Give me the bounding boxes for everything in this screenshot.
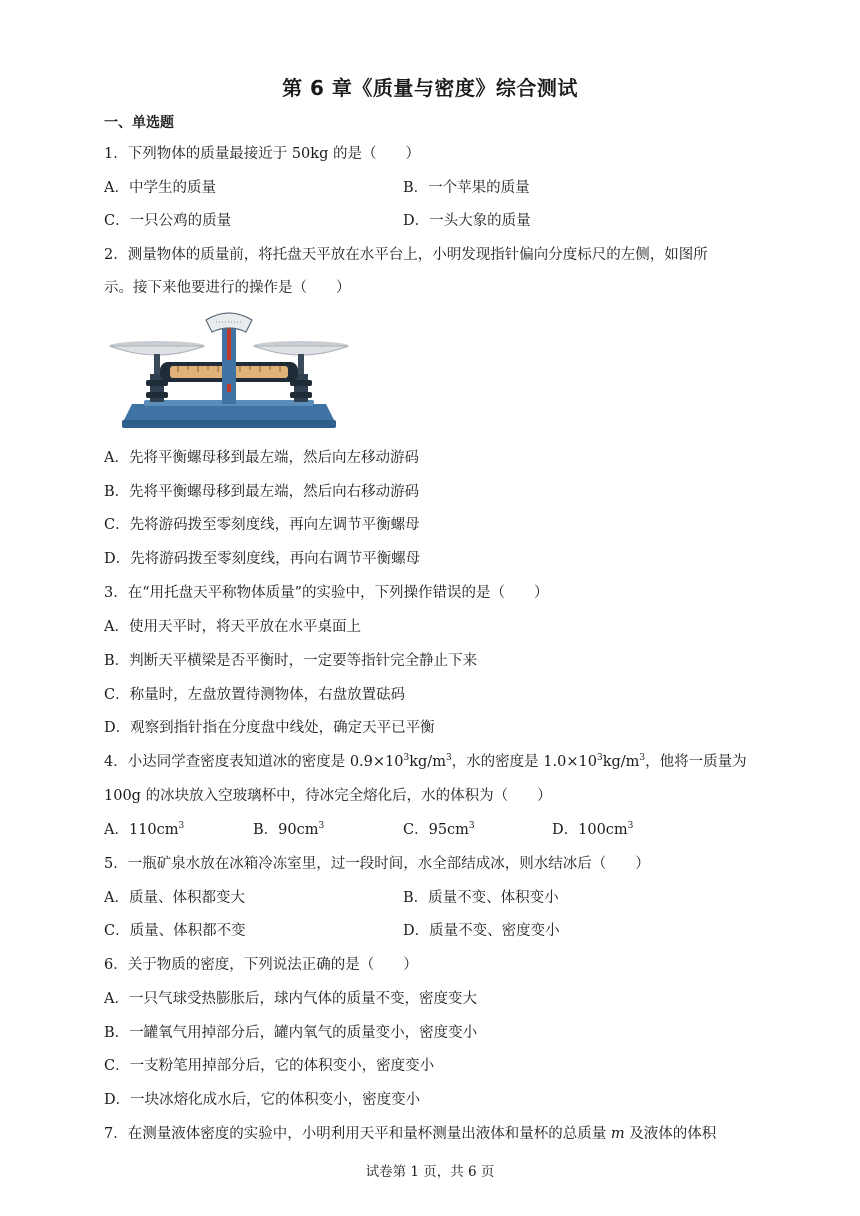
question-3-option-c: C．称量时，左盘放置待测物体，右盘放置砝码 — [104, 687, 406, 703]
question-6-option-c: C．一支粉笔用掉部分后，它的体积变小，密度变小 — [104, 1058, 435, 1074]
question-5-option-b: B．质量不变、体积变小 — [403, 890, 559, 906]
question-5-option-d: D．质量不变、密度变小 — [403, 923, 560, 939]
question-5-option-c: C．质量、体积都不变 — [104, 923, 246, 939]
question-4-stem-line2: 100g 的冰块放入空玻璃杯中，待冰完全熔化后，水的体积为（ ） — [104, 788, 552, 804]
question-4-stem-line1: 4．小达同学查密度表知道冰的密度是 $0.9\times 10^3kg/m^3$，水的密度是 $1.0\times 10^3kg/m^3$，他将一质量为 — [104, 753, 747, 770]
question-4-option-c: C．$95cm^3$ — [403, 821, 475, 838]
question-2-option-a: A．先将平衡螺母移到最左端，然后向左移动游码 — [104, 450, 419, 466]
question-2-option-b: B．先将平衡螺母移到最左端，然后向右移动游码 — [104, 484, 420, 500]
question-1-option-c: C．一只公鸡的质量 — [104, 213, 232, 229]
question-7-stem: 7．在测量液体密度的实验中，小明利用天平和量杯测量出液体和量杯的总质量 m 及液体的体积 — [104, 1126, 717, 1142]
question-3-option-d: D．观察到指针指在分度盘中线处，确定天平已平衡 — [104, 720, 435, 736]
question-2-option-d: D．先将游码拨至零刻度线，再向右调节平衡螺母 — [104, 551, 421, 567]
page-title: 第 6 章《质量与密度》综合测试 — [282, 76, 578, 100]
question-2-stem-line1: 2．测量物体的质量前，将托盘天平放在水平台上，小明发现指针偏向分度标尺的左侧，如图所 — [104, 247, 708, 263]
question-3-stem: 3．在“用托盘天平称物体质量”的实验中，下列操作错误的是（ ） — [104, 585, 549, 601]
page-footer: 试卷第 1 页，共 6 页 — [365, 1164, 495, 1180]
question-1-option-d: D．一头大象的质量 — [403, 213, 531, 229]
question-2-option-c: C．先将游码拨至零刻度线，再向左调节平衡螺母 — [104, 517, 420, 533]
question-5-option-a: A．质量、体积都变大 — [104, 890, 245, 906]
question-4-option-d: D．$100cm^3$ — [552, 821, 634, 838]
section-heading: 一、单选题 — [104, 115, 174, 131]
question-6-option-d: D．一块冰熔化成水后，它的体积变小，密度变小 — [104, 1092, 421, 1108]
question-4-option-b: B．$90cm^3$ — [253, 821, 325, 838]
question-3-option-a: A．使用天平时，将天平放在水平桌面上 — [104, 619, 361, 635]
question-6-stem: 6．关于物质的密度，下列说法正确的是（ ） — [104, 957, 418, 973]
question-1-option-a: A．中学生的质量 — [104, 180, 216, 196]
question-6-option-b: B．一罐氧气用掉部分后，罐内氧气的质量变小，密度变小 — [104, 1025, 478, 1041]
question-6-option-a: A．一只气球受热膨胀后，球内气体的质量不变，密度变大 — [104, 991, 477, 1007]
question-2-stem-line2: 示。接下来他要进行的操作是（ ） — [104, 280, 351, 296]
question-1-option-b: B．一个苹果的质量 — [403, 180, 530, 196]
question-5-stem: 5．一瓶矿泉水放在冰箱冷冻室里，过一段时间，水全部结成冰，则水结冰后（ ） — [104, 856, 650, 872]
question-3-option-b: B．判断天平横梁是否平衡时，一定要等指针完全静止下来 — [104, 653, 478, 669]
balance-scale-figure — [104, 308, 354, 432]
question-1-stem: 1．下列物体的质量最接近于 50kg 的是（ ） — [104, 146, 420, 162]
question-4-option-a: A．$110cm^3$ — [104, 821, 185, 838]
